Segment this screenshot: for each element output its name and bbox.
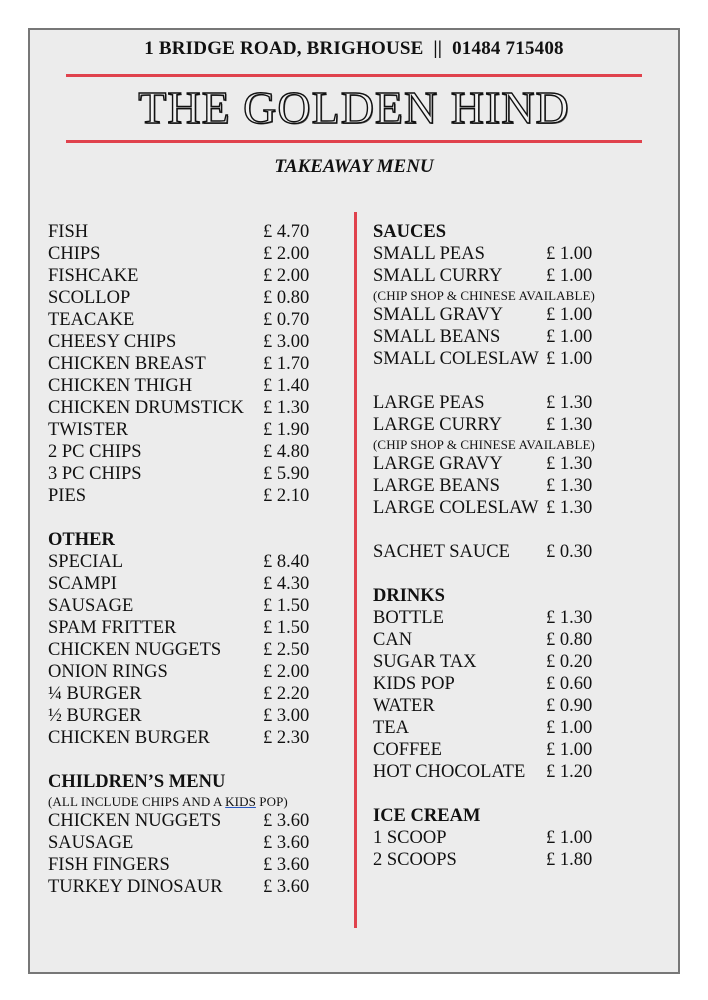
menu-item (373, 497, 663, 519)
menu-item (373, 651, 663, 673)
item-price: £ 1.50 (263, 618, 310, 638)
item-name: CHICKEN DRUMSTICK (48, 398, 244, 418)
item-name: BOTTLE (373, 608, 444, 628)
item-price: £ 3.60 (263, 877, 310, 897)
menu-item (48, 876, 333, 898)
item-price: £ 0.70 (263, 310, 310, 330)
item-price: £ 1.40 (263, 376, 310, 396)
item-name: SMALL GRAVY (373, 305, 504, 325)
item-price: £ 1.00 (546, 828, 593, 848)
right-column (373, 221, 663, 871)
left-column (48, 221, 333, 898)
shop-title: THE GOLDEN HIND (138, 82, 570, 133)
item-name: CHEESY CHIPS (48, 332, 177, 352)
item-price: £ 4.70 (263, 222, 310, 242)
menu-item (48, 353, 333, 375)
top-red-rule (66, 74, 642, 77)
item-name: FISH FINGERS (48, 855, 170, 875)
menu-item (48, 617, 333, 639)
menu-item (373, 739, 663, 761)
menu-item (48, 832, 333, 854)
item-price: £ 1.00 (546, 349, 593, 369)
item-price: £ 0.20 (546, 652, 593, 672)
menu-subtitle: TAKEAWAY MENU (274, 156, 434, 177)
menu-item (373, 717, 663, 739)
item-price: £ 1.20 (546, 762, 593, 782)
item-price: £ 1.00 (546, 244, 593, 264)
item-price: £ 1.30 (546, 608, 593, 628)
menu-item (373, 607, 663, 629)
item-name: FISHCAKE (48, 266, 139, 286)
item-name: ½ BURGER (48, 706, 142, 726)
item-price: £ 0.90 (546, 696, 593, 716)
children-menu-note: (ALL INCLUDE CHIPS AND A KIDS POP) (48, 794, 288, 809)
item-name: LARGE PEAS (373, 393, 485, 413)
ice-cream-section-title: ICE CREAM (373, 806, 481, 826)
menu-item (48, 375, 333, 397)
menu-item (48, 221, 333, 243)
other-section (48, 529, 333, 749)
item-price: £ 4.80 (263, 442, 310, 462)
item-name: TEACAKE (48, 310, 135, 330)
item-price: £ 1.30 (546, 476, 593, 496)
item-name: FISH (48, 222, 89, 242)
item-price: £ 1.30 (546, 454, 593, 474)
item-name: KIDS POP (373, 674, 455, 694)
column-divider (354, 212, 357, 928)
item-price: £ 1.00 (546, 327, 593, 347)
item-price: £ 2.00 (263, 244, 310, 264)
item-name: SMALL CURRY (373, 266, 503, 286)
item-price: £ 1.50 (263, 596, 310, 616)
item-price: £ 0.60 (546, 674, 593, 694)
item-name: SACHET SAUCE (373, 542, 510, 562)
menu-item (48, 309, 333, 331)
item-name: HOT CHOCOLATE (373, 762, 526, 782)
menu-item (373, 695, 663, 717)
item-price: £ 0.30 (546, 542, 593, 562)
item-name: 1 SCOOP (373, 828, 447, 848)
item-price: £ 1.00 (546, 718, 593, 738)
menu-item (48, 265, 333, 287)
main-items-section (48, 221, 333, 507)
item-price: £ 1.30 (546, 498, 593, 518)
item-name: 2 PC CHIPS (48, 442, 142, 462)
item-name: LARGE GRAVY (373, 454, 503, 474)
menu-item (48, 727, 333, 749)
item-name: 3 PC CHIPS (48, 464, 142, 484)
item-price: £ 1.90 (263, 420, 310, 440)
item-name: PIES (48, 486, 87, 506)
menu-item (48, 854, 333, 876)
menu-item (48, 243, 333, 265)
menu-item-sachet-sauce (373, 541, 663, 563)
item-name: TWISTER (48, 420, 129, 440)
menu-item (373, 414, 663, 436)
large-curry-note: (CHIP SHOP & CHINESE AVAILABLE) (373, 437, 595, 452)
item-name: SAUSAGE (48, 596, 134, 616)
menu-item (373, 392, 663, 414)
item-price: £ 1.00 (546, 740, 593, 760)
item-name: SAUSAGE (48, 833, 134, 853)
item-price: £ 2.10 (263, 486, 310, 506)
item-name: SMALL PEAS (373, 244, 485, 264)
item-name: CHICKEN BREAST (48, 354, 206, 374)
item-price: £ 8.40 (263, 552, 310, 572)
menu-item (48, 683, 333, 705)
menu-item (48, 551, 333, 573)
item-price: £ 3.60 (263, 833, 310, 853)
menu-item (373, 629, 663, 651)
menu-item (373, 453, 663, 475)
item-price: £ 2.20 (263, 684, 310, 704)
menu-item (48, 573, 333, 595)
sauces-section (373, 221, 663, 563)
item-name: SCOLLOP (48, 288, 131, 308)
menu-item (48, 639, 333, 661)
menu-item (373, 475, 663, 497)
item-price: £ 0.80 (263, 288, 310, 308)
item-price: £ 3.00 (263, 706, 310, 726)
item-price: £ 3.00 (263, 332, 310, 352)
item-name: SPECIAL (48, 552, 124, 572)
drinks-section-title: DRINKS (373, 586, 445, 606)
small-curry-note: (CHIP SHOP & CHINESE AVAILABLE) (373, 288, 595, 303)
item-price: £ 5.90 (263, 464, 310, 484)
menu-item (48, 441, 333, 463)
item-price: £ 2.00 (263, 662, 310, 682)
item-price: £ 4.30 (263, 574, 310, 594)
children-menu-section (48, 771, 333, 898)
item-name: LARGE BEANS (373, 476, 500, 496)
menu-item (48, 705, 333, 727)
sauces-section-title: SAUCES (373, 222, 446, 242)
item-name: CHIPS (48, 244, 101, 264)
menu-item (373, 326, 663, 348)
item-name: CHICKEN THIGH (48, 376, 193, 396)
item-price: £ 1.30 (263, 398, 310, 418)
drinks-section (373, 585, 663, 783)
item-name: SPAM FRITTER (48, 618, 177, 638)
item-price: £ 1.00 (546, 305, 593, 325)
menu-item (48, 419, 333, 441)
menu-page (28, 28, 680, 974)
menu-item (373, 827, 663, 849)
shop-address: 1 BRIDGE ROAD, BRIGHOUSE || 01484 715408 (144, 38, 564, 59)
item-price: £ 0.80 (546, 630, 593, 650)
item-name: CHICKEN NUGGETS (48, 811, 222, 831)
item-price: £ 1.80 (546, 850, 593, 870)
item-name: COFFEE (373, 740, 442, 760)
item-name: 2 SCOOPS (373, 850, 457, 870)
ice-cream-section (373, 805, 663, 871)
item-price: £ 2.50 (263, 640, 310, 660)
item-price: £ 1.30 (546, 415, 593, 435)
item-name: SMALL COLESLAW (373, 349, 539, 369)
item-name: TURKEY DINOSAUR (48, 877, 223, 897)
children-section-title: CHILDREN’S MENU (48, 772, 226, 792)
menu-item (373, 348, 663, 370)
item-name: CHICKEN BURGER (48, 728, 210, 748)
other-section-title: OTHER (48, 530, 115, 550)
item-price: £ 3.60 (263, 811, 310, 831)
bottom-red-rule (66, 140, 642, 143)
item-name: SMALL BEANS (373, 327, 501, 347)
item-name: WATER (373, 696, 435, 716)
item-name: CAN (373, 630, 413, 650)
menu-item (48, 287, 333, 309)
menu-item (373, 304, 663, 326)
item-price: £ 2.30 (263, 728, 310, 748)
item-name: ¼ BURGER (48, 684, 142, 704)
menu-item (373, 243, 663, 265)
item-name: LARGE COLESLAW (373, 498, 539, 518)
item-price: £ 3.60 (263, 855, 310, 875)
item-price: £ 2.00 (263, 266, 310, 286)
kids-underlined-word: KIDS (225, 794, 256, 809)
item-price: £ 1.30 (546, 393, 593, 413)
item-name: SCAMPI (48, 574, 117, 594)
item-name: SUGAR TAX (373, 652, 477, 672)
item-name: CHICKEN NUGGETS (48, 640, 222, 660)
menu-item (373, 849, 663, 871)
item-price: £ 1.00 (546, 266, 593, 286)
menu-item (48, 661, 333, 683)
menu-item (48, 485, 333, 507)
menu-item (48, 331, 333, 353)
menu-item (373, 265, 663, 287)
menu-item (373, 761, 663, 783)
menu-item (48, 463, 333, 485)
item-name: ONION RINGS (48, 662, 168, 682)
menu-item (48, 810, 333, 832)
item-price: £ 1.70 (263, 354, 310, 374)
menu-item (48, 595, 333, 617)
item-name: LARGE CURRY (373, 415, 503, 435)
menu-item (48, 397, 333, 419)
menu-item (373, 673, 663, 695)
item-name: TEA (373, 718, 409, 738)
